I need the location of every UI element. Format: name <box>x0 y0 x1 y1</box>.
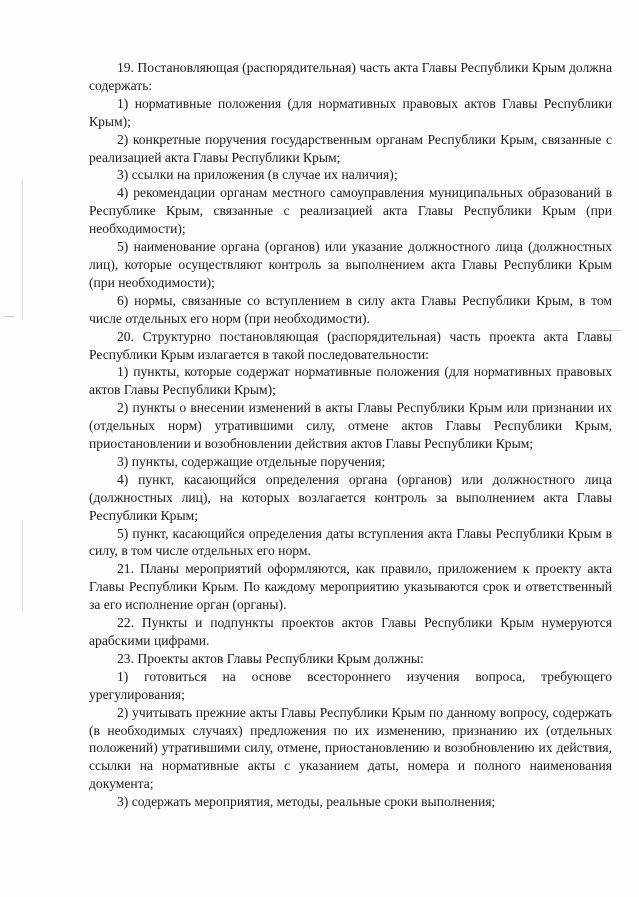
paragraph: 3) содержать мероприятия, методы, реальные сроки выполнения; <box>117 794 496 810</box>
paragraph: 2) пункты о внесении изменений в акты Главы Республики Крым или признании их (отдельных норм) утратившими силу, отмене актов Главы Республики Крым, приостановлении и возобновлении действия актов Главы Республики Крым; <box>89 400 612 452</box>
paragraph: 21. Планы мероприятий оформляются, как правило, приложением к проекту акта Главы Республики Крым. По каждому мероприятию указываются срок и ответственный за его исполнение орган (органы). <box>89 561 612 613</box>
paragraph: 4) пункт, касающийся определения органа (органов) или должностного лица (должностных лиц), на которых возлагается контроль за выполнением акта Главы Республики Крым; <box>89 471 612 523</box>
paragraph: 2) учитывать прежние акты Главы Республики Крым по данному вопросу, содержать (в необходимых случаях) предложения по их изменению, признанию их (отдельных положений) утратившими силу, отмене, приостановлению и возобновлению их действия, ссылки на нормативные акты с указанием даты, номера и полного наименования документа; <box>89 704 612 792</box>
paragraph: 23. Проекты актов Главы Республики Крым должны: <box>117 650 424 666</box>
paragraph: 19. Постановляющая (распорядительная) часть акта Главы Республики Крым должна содержать: <box>89 60 612 93</box>
scan-edge-mark <box>22 520 23 610</box>
scan-speck <box>4 316 14 317</box>
paragraph: 22. Пункты и подпункты проектов актов Главы Республики Крым нумеруются арабскими цифрами. <box>89 615 612 648</box>
paragraph: 5) пункт, касающийся определения даты вступления акта Главы Республики Крым в силу, в том числе отдельных его норм. <box>89 525 612 559</box>
paragraph: 3) пункты, содержащие отдельные поручения; <box>117 453 386 469</box>
paragraph: 5) наименование органа (органов) или указание должностного лица (должностных лиц), которые осуществляют контроль за выполнением акта Главы Республики Крым (при необходимости); <box>89 239 612 290</box>
paragraph: 4) рекомендации органам местного самоуправления муниципальных образований в Республике Крым, связанные с реализацией акта Главы Республики Крым (при необходимости); <box>89 185 612 237</box>
document-body <box>89 59 612 811</box>
paragraph: 6) нормы, связанные со вступлением в силу акта Главы Республики Крым, в том числе отдельных его норм (при необходимости). <box>89 292 612 326</box>
paragraph: 1) пункты, которые содержат нормативные положения (для нормативных правовых актов Главы Республики Крым); <box>89 364 612 398</box>
paragraph: 1) нормативные положения (для нормативных правовых актов Главы Республики Крым); <box>89 95 612 129</box>
paragraph: 1) готовиться на основе всестороннего изучения вопроса, требующего урегулирования; <box>89 668 612 702</box>
scan-edge-mark <box>22 180 23 320</box>
paragraph: 2) конкретные поручения государственным органам Республики Крым, связанные с реализацией акта Главы Республики Крым; <box>89 131 612 165</box>
paragraph: 3) ссылки на приложения (в случае их наличия); <box>117 167 398 183</box>
paragraph: 20. Структурно постановляющая (распорядительная) часть проекта акта Главы Республики Крым излагается в такой последовательности: <box>89 328 612 362</box>
